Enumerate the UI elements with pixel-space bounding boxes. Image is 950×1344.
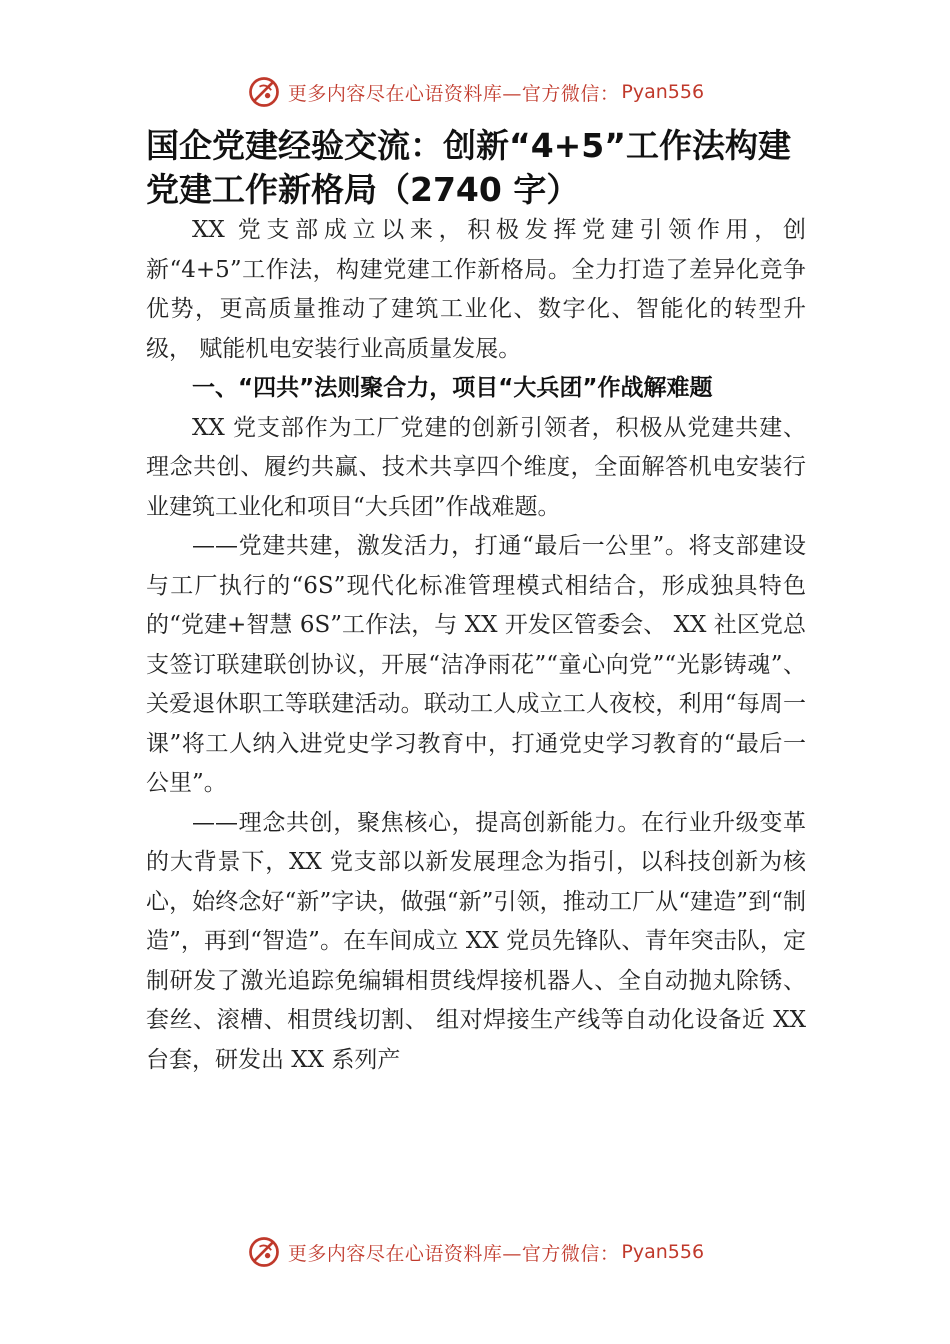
library-logo-icon: [246, 74, 282, 110]
watermark-text: 更多内容尽在心语资料库—官方微信：: [287, 82, 620, 105]
document-body: [146, 211, 806, 1080]
watermark-wechat-id: Pyan556: [621, 1241, 705, 1263]
section-heading-1: 一、“四共”法则聚合力，项目“大兵团”作战解难题: [192, 375, 713, 401]
watermark-wechat-id: Pyan556: [621, 81, 705, 103]
paragraph-intro: XX 党支部成立以来，积极发挥党建引领作用，创新“4+5”工作法，构建党建工作新格局。全力打造了差异化竞争优势，更高质量推动了建筑工业化、数字化、智能化的转型升级， 赋能机电安装行业高质量发展。: [146, 217, 806, 362]
paragraph-section-1-intro: XX 党支部作为工厂党建的创新引领者，积极从党建共建、理念共创、履约共赢、技术共享四个维度，全面解答机电安装行业建筑工业化和项目“大兵团”作战难题。: [146, 414, 806, 520]
watermark-header: [0, 72, 950, 112]
paragraph-concept-innovation: ——理念共创，聚焦核心，提高创新能力。在行业升级变革的大背景下，XX 党支部以新发展理念为指引，以科技创新为核心，始终念好“新”字诀，做强“新”引领，推动工厂从“建造”到“制造”，再到“智造”。在车间成立 XX 党员先锋队、青年突击队，定制研发了激光追踪免编辑相贯线焊接机器人、全自动抛丸除锈、套丝、滚槽、相贯线切割、 组对焊接生产线等自动化设备近 XX 台套，研发出 XX 系列产: [146, 809, 806, 1073]
library-logo-icon: [246, 1234, 282, 1270]
watermark-text: 更多内容尽在心语资料库—官方微信：: [287, 1242, 620, 1265]
document-title: 国企党建经验交流：创新“4+5”工作法构建党建工作新格局（2740 字）: [146, 126, 791, 209]
paragraph-party-building: ——党建共建，激发活力，打通“最后一公里”。将支部建设与工厂执行的“6S”现代化标准管理模式相结合，形成独具特色的“党建+智慧 6S”工作法，与 XX 开发区管委会、 XX 社区党总支签订联建联创协议，开展“洁净雨花”“童心向党”“光影铸魂”、关爱退休职工等联建活动。联动工人成立工人夜校，利用“每周一课”将工人纳入进党史学习教育中，打通党史学习教育的“最后一公里”。: [146, 533, 806, 796]
watermark-footer: [0, 1232, 950, 1272]
